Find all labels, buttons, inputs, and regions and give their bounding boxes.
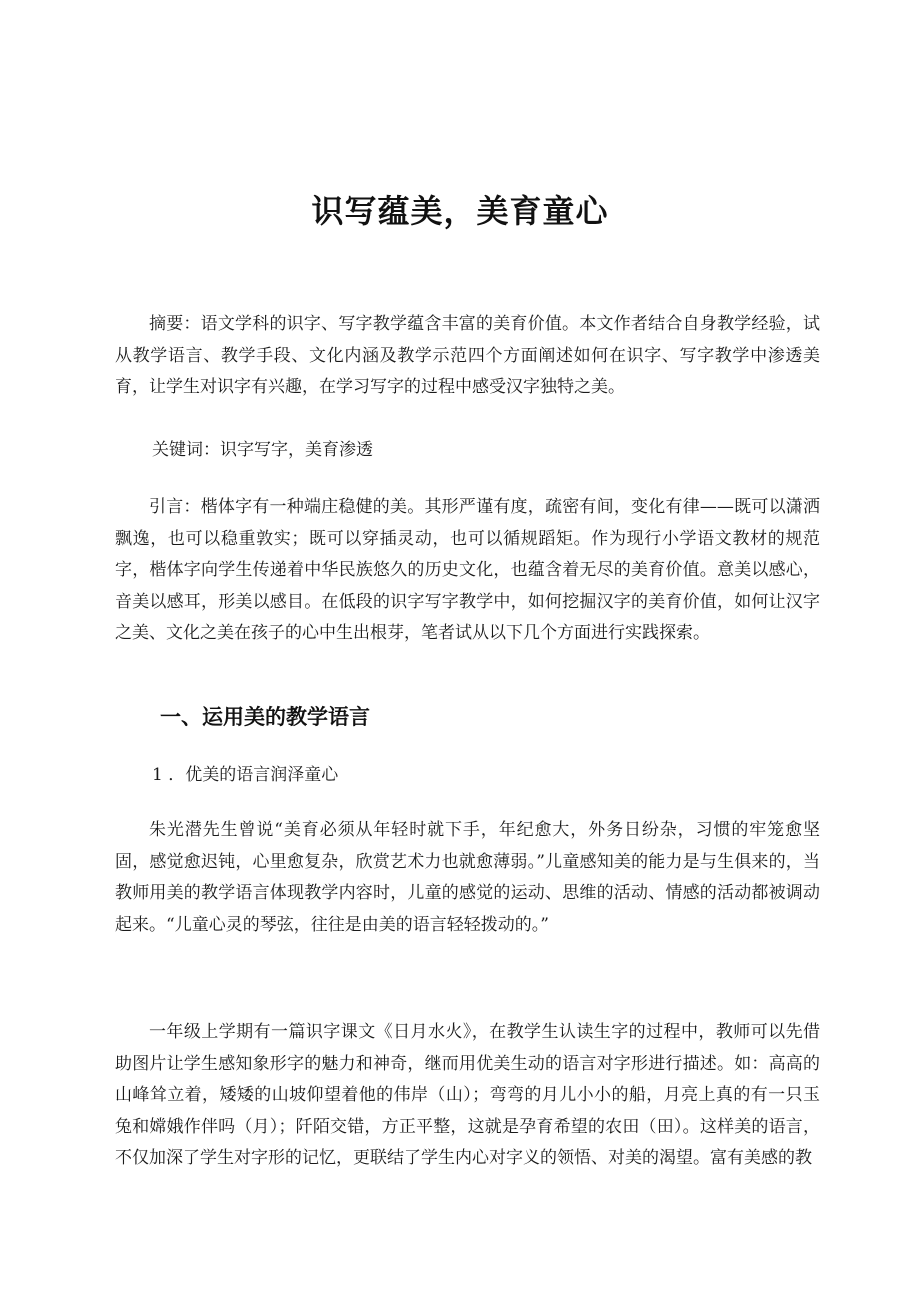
- body-paragraph-1: 朱光潜先生曾说“美育必须从年轻时就下手，年纪愈大，外务日纷杂，习惯的牢笼愈坚固，感觉愈迟钝，心里愈复杂，欣赏艺术力也就愈薄弱。”儿童感知美的能力是与生俱来的，当教师用美的教学语言体现教学内容时，儿童的感觉的运动、思维的活动、情感的活动都被调动起来。“儿童心灵的琴弦，往往是由美的语言轻轻拨动的。”: [115, 820, 820, 935]
- subsection-heading: 1 ．优美的语言润泽童心: [152, 765, 339, 785]
- section-heading: 一、运用美的教学语言: [160, 704, 370, 729]
- introduction-paragraph: 引言：楷体字有一种端庄稳健的美。其形严谨有度，疏密有间，变化有律——既可以潇洒飘逸，也可以稳重敦实；既可以穿插灵动，也可以循规蹈矩。作为现行小学语文教材的规范字，楷体字向学生传递着中华民族悠久的历史文化，也蕴含着无尽的美育价值。意美以感心，音美以感耳，形美以感目。在低段的识字写字教学中，如何挖掘汉字的美育价值，如何让汉字之美、文化之美在孩子的心中生出根芽，笔者试从以下几个方面进行实践探索。: [115, 497, 820, 643]
- abstract-paragraph: 摘要：语文学科的识字、写字教学蕴含丰富的美育价值。本文作者结合自身教学经验，试从教学语言、教学手段、文化内涵及教学示范四个方面阐述如何在识字、写字教学中渗透美育，让学生对识字有兴趣，在学习写字的过程中感受汉字独特之美。: [115, 314, 820, 397]
- document-title: 识写蕴美，美育童心: [311, 192, 609, 231]
- keywords-line: 关键词：识字写字，美育渗透: [152, 440, 373, 460]
- body-paragraph-2: 一年级上学期有一篇识字课文《日月水火》，在教学生认读生字的过程中，教师可以先借助图片让学生感知象形字的魅力和神奇，继而用优美生动的语言对字形进行描述。如：高高的山峰耸立着，矮矮的山坡仰望着他的伟岸（山）；弯弯的月儿小小的船，月亮上真的有一只玉兔和嫦娥作伴吗（月）；阡陌交错，方正平整，这就是孕育希望的农田（田）。这样美的语言，不仅加深了学生对字形的记忆，更联结了学生内心对字义的领悟、对美的渴望。富有美感的教: [115, 1022, 820, 1168]
